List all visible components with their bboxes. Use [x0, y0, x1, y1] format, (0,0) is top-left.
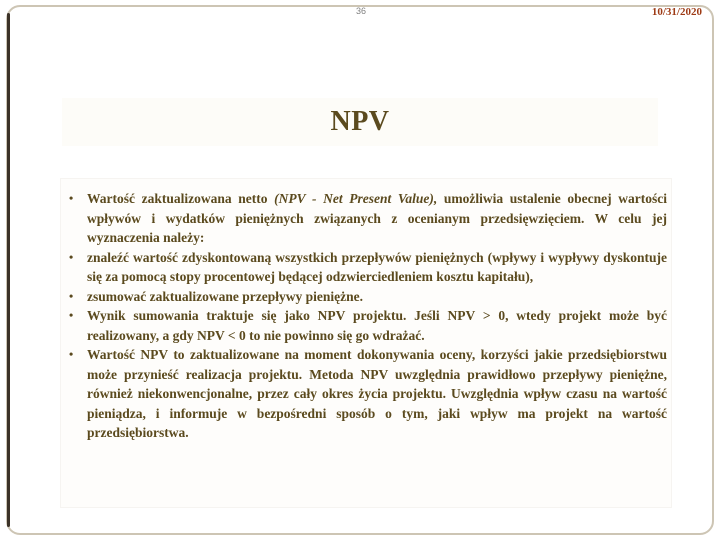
- bullet-item: [65, 306, 667, 345]
- body-placeholder: [60, 178, 672, 508]
- slide-number: 36: [356, 6, 367, 16]
- slide-title: NPV: [330, 106, 390, 137]
- bullet-text: umożliwia ustalenie obecnej wartości wpływów i wydatków pieniężnych związanych z ocenianym przedsięwzięciem. W celu jej wyznaczenia należy:: [87, 191, 668, 245]
- left-accent-bar: [7, 13, 10, 527]
- bullet-item: [65, 248, 667, 287]
- bullet-text: zsumować zaktualizowane przepływy pieniężne.: [87, 288, 363, 304]
- bullet-item: [65, 189, 667, 248]
- bullet-marker: •: [69, 249, 74, 264]
- bullet-marker: •: [69, 191, 74, 205]
- bullet-marker: •: [69, 347, 74, 361]
- bullet-item: [65, 345, 667, 443]
- slide-date: 10/31/2020: [651, 6, 702, 18]
- bullet-text: Wynik sumowania traktuje się jako NPV projektu. Jeśli NPV > 0, wtedy projekt może być realizowany, a gdy NPV < 0 to nie powinno się go wdrażać.: [87, 308, 667, 343]
- bullet-list: [65, 189, 667, 443]
- bullet-item: [65, 287, 667, 307]
- bullet-text: Wartość zaktualizowana netto: [87, 191, 275, 206]
- bullet-marker: •: [69, 288, 74, 303]
- bullet-text: Wartość NPV to zaktualizowane na moment dokonywania oceny, korzyści jakie przedsiębiorstwu może przynieść realizacja projektu. Metoda NPV uwzględnia prawidłowo przepływy pieniężne, również niekonwencjonalne, przez cały okres życia projektu. Uwzględnia wpływ czasu na wartość pieniądza, i informuje w bezpośredni sposób o tym, jaki wpływ ma projekt na wartość przedsiębiorstwa.: [87, 347, 667, 440]
- bullet-marker: •: [69, 308, 74, 322]
- bullet-text: znaleźć wartość zdyskontowaną wszystkich przepływów pieniężnych (wpływy i wypływy dyskontuje się za pomocą stopy procentowej będącej odzwierciedleniem kosztu kapitału),: [87, 249, 667, 284]
- title-placeholder: [62, 98, 658, 146]
- bullet-text-italic: (NPV - Net Present Value),: [274, 191, 438, 206]
